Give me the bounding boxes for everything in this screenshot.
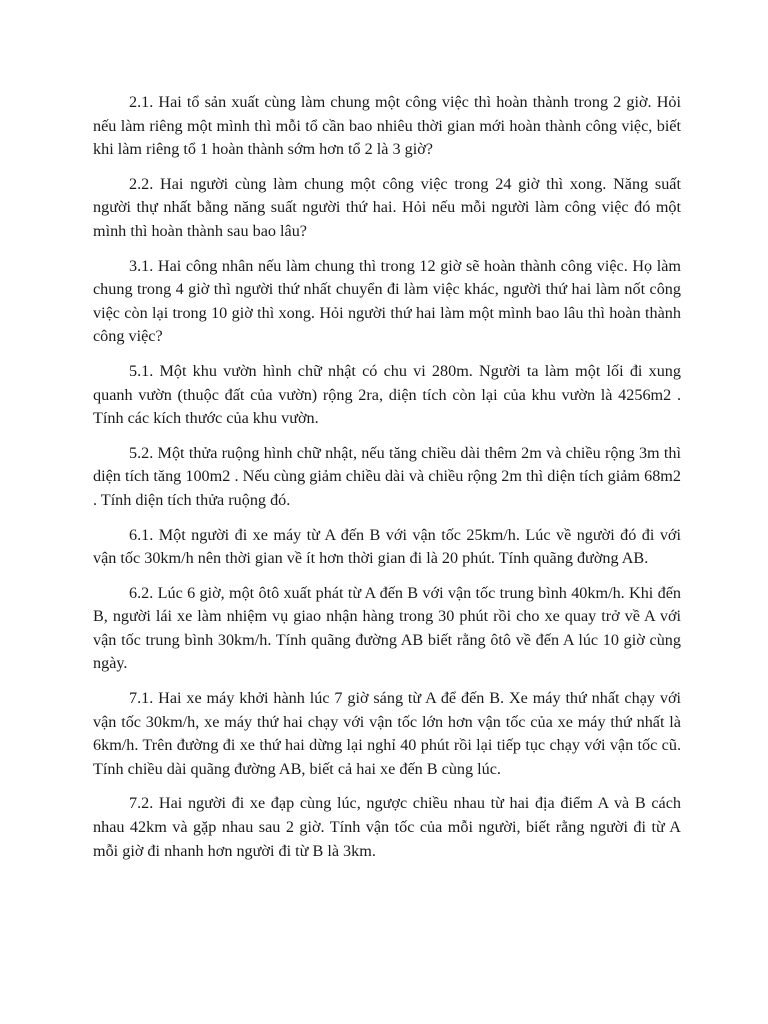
document-page bbox=[93, 91, 681, 863]
problem-6-2: 6.2. Lúc 6 giờ, một ôtô xuất phát từ A đến B với vận tốc trung bình 40km/h. Khi đến B, người lái xe làm nhiệm vụ giao nhận hàng trong 30 phút rồi cho xe quay trở về A với vận tốc trung bình 30km/h. Tính quãng đường AB biết rằng ôtô về đến A lúc 10 giờ cùng ngày. bbox=[93, 583, 681, 673]
problem-2-1: 2.1. Hai tổ sản xuất cùng làm chung một công việc thì hoàn thành trong 2 giờ. Hỏi nếu làm riêng một mình thì mỗi tổ cần bao nhiêu thời gian mới hoàn thành công việc, biết khi làm riêng tổ 1 hoàn thành sớm hơn tổ 2 là 3 giờ? bbox=[93, 93, 681, 159]
problem-5-1: 5.1. Một khu vườn hình chữ nhật có chu vi 280m. Người ta làm một lối đi xung quanh vườn (thuộc đất của vườn) rộng 2ra, diện tích còn lại của khu vườn là 4256m2 . Tính các kích thước của khu vườn. bbox=[93, 361, 681, 428]
problem-3-1: 3.1. Hai công nhân nếu làm chung thì trong 12 giờ sẽ hoàn thành công việc. Họ làm chung trong 4 giờ thì người thứ nhất chuyển đi làm việc khác, người thứ hai làm nốt công việc còn lại trong 10 giờ thì xong. Hỏi người thứ hai làm một mình bao lâu thì hoàn thành công việc? bbox=[93, 256, 681, 346]
problem-2-2: 2.2. Hai người cùng làm chung một công việc trong 24 giờ thì xong. Năng suất người thự nhất bằng năng suất người thứ hai. Hỏi nếu mỗi người làm công việc đó một mình thì hoàn thành sau bao lâu? bbox=[93, 174, 681, 240]
problem-7-1: 7.1. Hai xe máy khởi hành lúc 7 giờ sáng từ A để đến B. Xe máy thứ nhất chạy với vận tốc 30km/h, xe máy thứ hai chạy với vận tốc lớn hơn vận tốc của xe máy thứ nhất là 6km/h. Trên đường đi xe thứ hai dừng lại nghỉ 40 phút rồi lại tiếp tục chạy với vận tốc cũ. Tính chiều dài quãng đường AB, biết cả hai xe đến B cùng lúc. bbox=[93, 689, 681, 778]
problem-5-2: 5.2. Một thửa ruộng hình chữ nhật, nếu tăng chiều dài thêm 2m và chiều rộng 3m thì diện tích tăng 100m2 . Nếu cùng giảm chiều dài và chiều rộng 2m thì diện tích giảm 68m2 . Tính diện tích thửa ruộng đó. bbox=[93, 443, 681, 509]
problem-6-1: 6.1. Một người đi xe máy từ A đến B với vận tốc 25km/h. Lúc về người đó đi với vận tốc 30km/h nên thời gian về ít hơn thời gian đi là 20 phút. Tính quãng đường AB. bbox=[93, 525, 681, 568]
problem-7-2: 7.2. Hai người đi xe đạp cùng lúc, ngược chiều nhau từ hai địa điểm A và B cách nhau 42km và gặp nhau sau 2 giờ. Tính vận tốc của mỗi người, biết rằng người đi từ A mỗi giờ đi nhanh hơn người đi từ B là 3km. bbox=[93, 794, 681, 860]
